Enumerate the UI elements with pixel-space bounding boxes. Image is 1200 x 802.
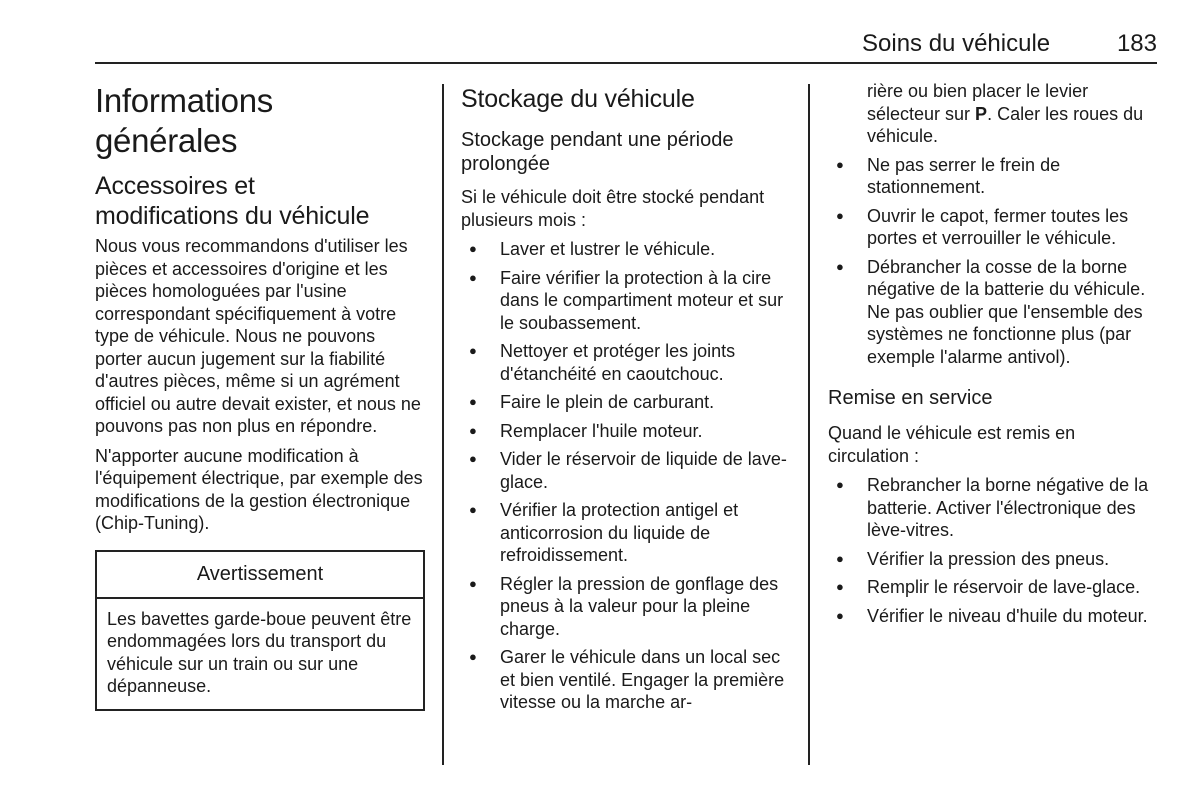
list-item: ● Faire vérifier la protection à la cire dans le compartiment moteur et sur le soubassement. xyxy=(461,267,791,335)
paragraph: Quand le véhicule est remis en circulation : xyxy=(828,423,1076,466)
warning-title: Avertissement xyxy=(97,552,423,599)
column-divider xyxy=(808,84,810,765)
list-item: ● Débrancher la cosse de la borne négative de la batterie du véhicule. Ne pas oublier que l'ensemble des systèmes ne fonctionne plus (par exemple l'alarme antivol). xyxy=(828,256,1158,369)
list-item: ● Régler la pression de gonflage des pneus à la valeur pour la pleine charge. xyxy=(461,573,791,641)
bullet-list xyxy=(828,474,1158,627)
section-title: Stockage du véhicule xyxy=(461,85,695,113)
subsection-title xyxy=(461,128,791,176)
list-item: ● Nettoyer et protéger les joints d'étanchéité en caoutchouc. xyxy=(461,340,791,385)
column-1 xyxy=(95,78,423,711)
list-item: ● Vérifier le niveau d'huile du moteur. xyxy=(828,605,1158,628)
list-item-continuation xyxy=(828,80,1158,148)
header-rule xyxy=(95,62,1157,64)
paragraph: Si le véhicule doit être stocké pendant plusieurs mois : xyxy=(461,187,765,230)
subsection-title xyxy=(95,171,423,231)
list-item: ● Garer le véhicule dans un local sec et bien ventilé. Engager la première vitesse ou la marche ar- xyxy=(461,646,791,714)
list-item: ● Remplacer l'huile moteur. xyxy=(461,420,791,443)
running-title: Soins du véhicule xyxy=(862,30,1051,57)
list-item: ● Laver et lustrer le véhicule. xyxy=(461,238,791,261)
page-number: 183 xyxy=(1116,30,1157,57)
bullet-list xyxy=(461,238,791,714)
subsection-title-line: Accessoires et xyxy=(95,172,255,200)
subsection-title-line: modifications du véhicule xyxy=(95,202,370,230)
paragraph: Nous vous recommandons d'utiliser les pièces et accessoires d'origine et les pièces homologuées par l'usine correspondant spécifiquement à votre type de véhicule. Nous ne pouvons porter aucun jugement sur la fiabilité d'autres pièces, même si un agrément officiel ou autre devait exister, et nous ne pouvons pas non plus en répondre. xyxy=(95,236,421,436)
list-item: ● Ouvrir le capot, fermer toutes les portes et verrouiller le véhicule. xyxy=(828,205,1158,250)
subsection-title-line: Stockage pendant une période xyxy=(461,129,734,151)
list-item: ● Rebrancher la borne négative de la batterie. Activer l'électronique des lève-vitres. xyxy=(828,474,1158,542)
paragraph: N'apporter aucune modification à l'équipement électrique, par exemple des modifications de la gestion électronique (Chip-Tuning). xyxy=(95,445,423,533)
gear-position: P xyxy=(975,103,988,124)
subsection-title: Remise en service xyxy=(828,387,993,409)
list-item: ● Faire le plein de carburant. xyxy=(461,391,791,414)
continuation-text: . Caler les roues du véhicule. xyxy=(867,103,1144,146)
warning-box xyxy=(95,550,425,711)
bullet-list xyxy=(828,154,1158,369)
list-item: ● Vérifier la protection antigel et anticorrosion du liquide de refroidissement. xyxy=(461,499,791,567)
list-item: ● Ne pas serrer le frein de stationnement. xyxy=(828,154,1158,199)
column-3 xyxy=(828,80,1158,633)
column-divider xyxy=(442,84,444,765)
list-item: ● Vider le réservoir de liquide de lave-glace. xyxy=(461,448,791,493)
list-item: ● Vérifier la pression des pneus. xyxy=(828,548,1158,571)
subsection-title-line: prolongée xyxy=(461,153,550,175)
continuation-text: rière ou bien placer le levier sélecteur sur xyxy=(867,81,1089,124)
section-title: Informations générales xyxy=(95,82,273,159)
warning-text: Les bavettes garde-boue peuvent être endommagées lors du transport du véhicule sur un train ou sur une dépanneuse. xyxy=(107,608,412,696)
column-2 xyxy=(461,78,791,720)
list-item: ● Remplir le réservoir de lave-glace. xyxy=(828,576,1158,599)
